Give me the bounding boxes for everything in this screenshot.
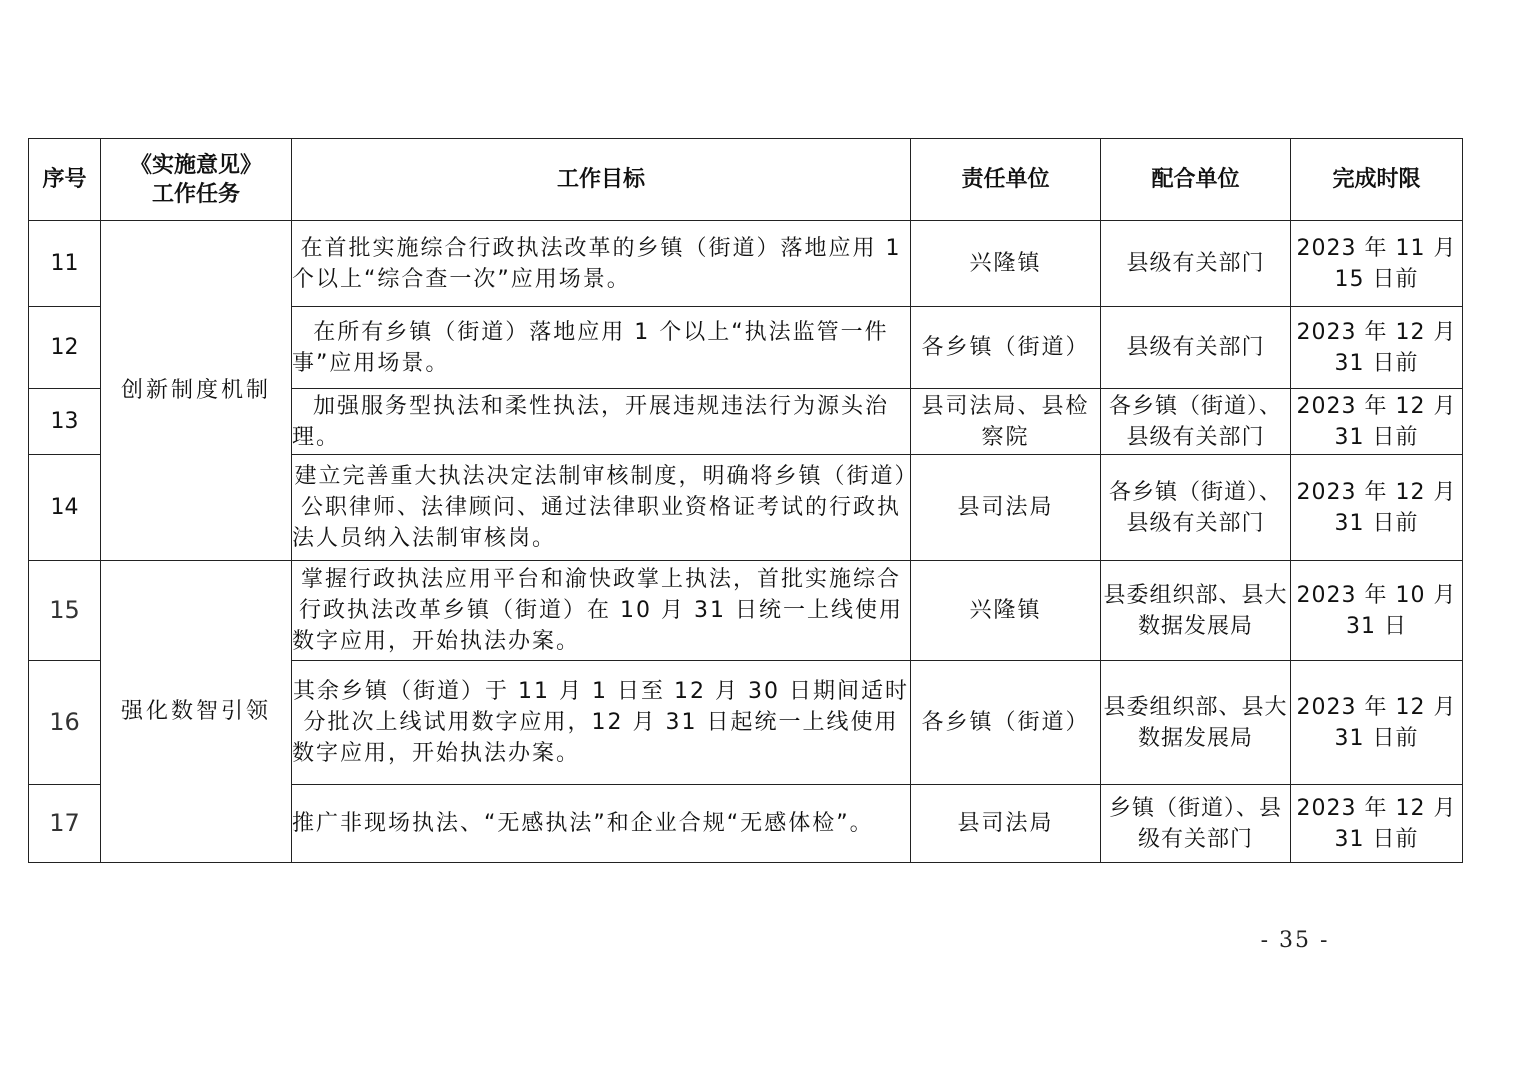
header-deadline: 完成时限: [1291, 139, 1463, 221]
deadline-line1: 2023 年 11 月: [1296, 235, 1457, 261]
row-goal: 在所有乡镇（街道）落地应用 1 个以上“执法监管一件事”应用场景。: [292, 307, 911, 389]
deadline-line1: 2023 年 10 月: [1296, 582, 1457, 608]
task-cell: 强化数智引领: [101, 561, 292, 863]
row-seq: 16: [29, 661, 101, 785]
row-goal: 其余乡镇（街道）于 11 月 1 日至 12 月 30 日期间适时分批次上线试用数字应用，12 月 31 日起统一上线使用数字应用，开始执法办案。: [292, 661, 911, 785]
row-deadline: [1291, 221, 1463, 307]
row-seq: 17: [29, 785, 101, 863]
row-responsible: 兴隆镇: [911, 221, 1101, 307]
row-responsible: 县司法局、县检察院: [911, 389, 1101, 455]
row-cooperating: 县级有关部门: [1101, 307, 1291, 389]
deadline-line2: 31 日前: [1334, 510, 1419, 536]
task-table: [28, 138, 1463, 863]
row-cooperating: 县级有关部门: [1101, 221, 1291, 307]
row-goal: 推广非现场执法、“无感执法”和企业合规“无感体检”。: [292, 785, 911, 863]
row-seq: 15: [29, 561, 101, 661]
header-cooperating: 配合单位: [1101, 139, 1291, 221]
row-cooperating: 县委组织部、县大数据发展局: [1101, 661, 1291, 785]
row-goal: 加强服务型执法和柔性执法，开展违规违法行为源头治理。: [292, 389, 911, 455]
row-responsible: 兴隆镇: [911, 561, 1101, 661]
row-seq: 11: [29, 221, 101, 307]
deadline-line2: 31 日前: [1334, 725, 1419, 751]
header-seq: 序号: [29, 139, 101, 221]
deadline-line1: 2023 年 12 月: [1296, 795, 1457, 821]
deadline-line2: 31 日前: [1334, 350, 1419, 376]
row-seq: 14: [29, 455, 101, 561]
row-goal: 建立完善重大执法决定法制审核制度，明确将乡镇（街道）公职律师、法律顾问、通过法律职业资格证考试的行政执法人员纳入法制审核岗。: [292, 455, 911, 561]
row-deadline: [1291, 307, 1463, 389]
row-responsible: 各乡镇（街道）: [911, 661, 1101, 785]
row-cooperating: 县委组织部、县大数据发展局: [1101, 561, 1291, 661]
row-cooperating: 乡镇（街道）、县级有关部门: [1101, 785, 1291, 863]
header-task-line2: 工作任务: [151, 181, 240, 207]
deadline-line1: 2023 年 12 月: [1296, 694, 1457, 720]
deadline-line2: 31 日前: [1334, 424, 1419, 450]
deadline-line1: 2023 年 12 月: [1296, 479, 1457, 505]
deadline-line2: 31 日前: [1334, 826, 1419, 852]
deadline-line1: 2023 年 12 月: [1296, 393, 1457, 419]
row-deadline: [1291, 785, 1463, 863]
row-seq: 12: [29, 307, 101, 389]
table-row: [29, 221, 1463, 307]
row-deadline: [1291, 561, 1463, 661]
row-cooperating: 各乡镇（街道）、县级有关部门: [1101, 455, 1291, 561]
table-row: [29, 561, 1463, 661]
task-cell: 创新制度机制: [101, 221, 292, 561]
page-number: - 35 -: [1260, 928, 1330, 953]
row-responsible: 各乡镇（街道）: [911, 307, 1101, 389]
row-deadline: [1291, 389, 1463, 455]
header-task-line1: 《实施意见》: [129, 152, 262, 178]
deadline-line2: 31 日: [1346, 613, 1407, 639]
row-cooperating: 各乡镇（街道）、县级有关部门: [1101, 389, 1291, 455]
deadline-line2: 15 日前: [1334, 266, 1419, 292]
deadline-line1: 2023 年 12 月: [1296, 319, 1457, 345]
row-deadline: [1291, 455, 1463, 561]
header-row: [29, 139, 1463, 221]
row-responsible: 县司法局: [911, 455, 1101, 561]
row-seq: 13: [29, 389, 101, 455]
row-deadline: [1291, 661, 1463, 785]
header-responsible: 责任单位: [911, 139, 1101, 221]
row-goal: 掌握行政执法应用平台和渝快政掌上执法，首批实施综合行政执法改革乡镇（街道）在 10 月 31 日统一上线使用数字应用，开始执法办案。: [292, 561, 911, 661]
row-responsible: 县司法局: [911, 785, 1101, 863]
row-goal: 在首批实施综合行政执法改革的乡镇（街道）落地应用 1 个以上“综合查一次”应用场景。: [292, 221, 911, 307]
header-task: [101, 139, 292, 221]
header-goal: 工作目标: [292, 139, 911, 221]
